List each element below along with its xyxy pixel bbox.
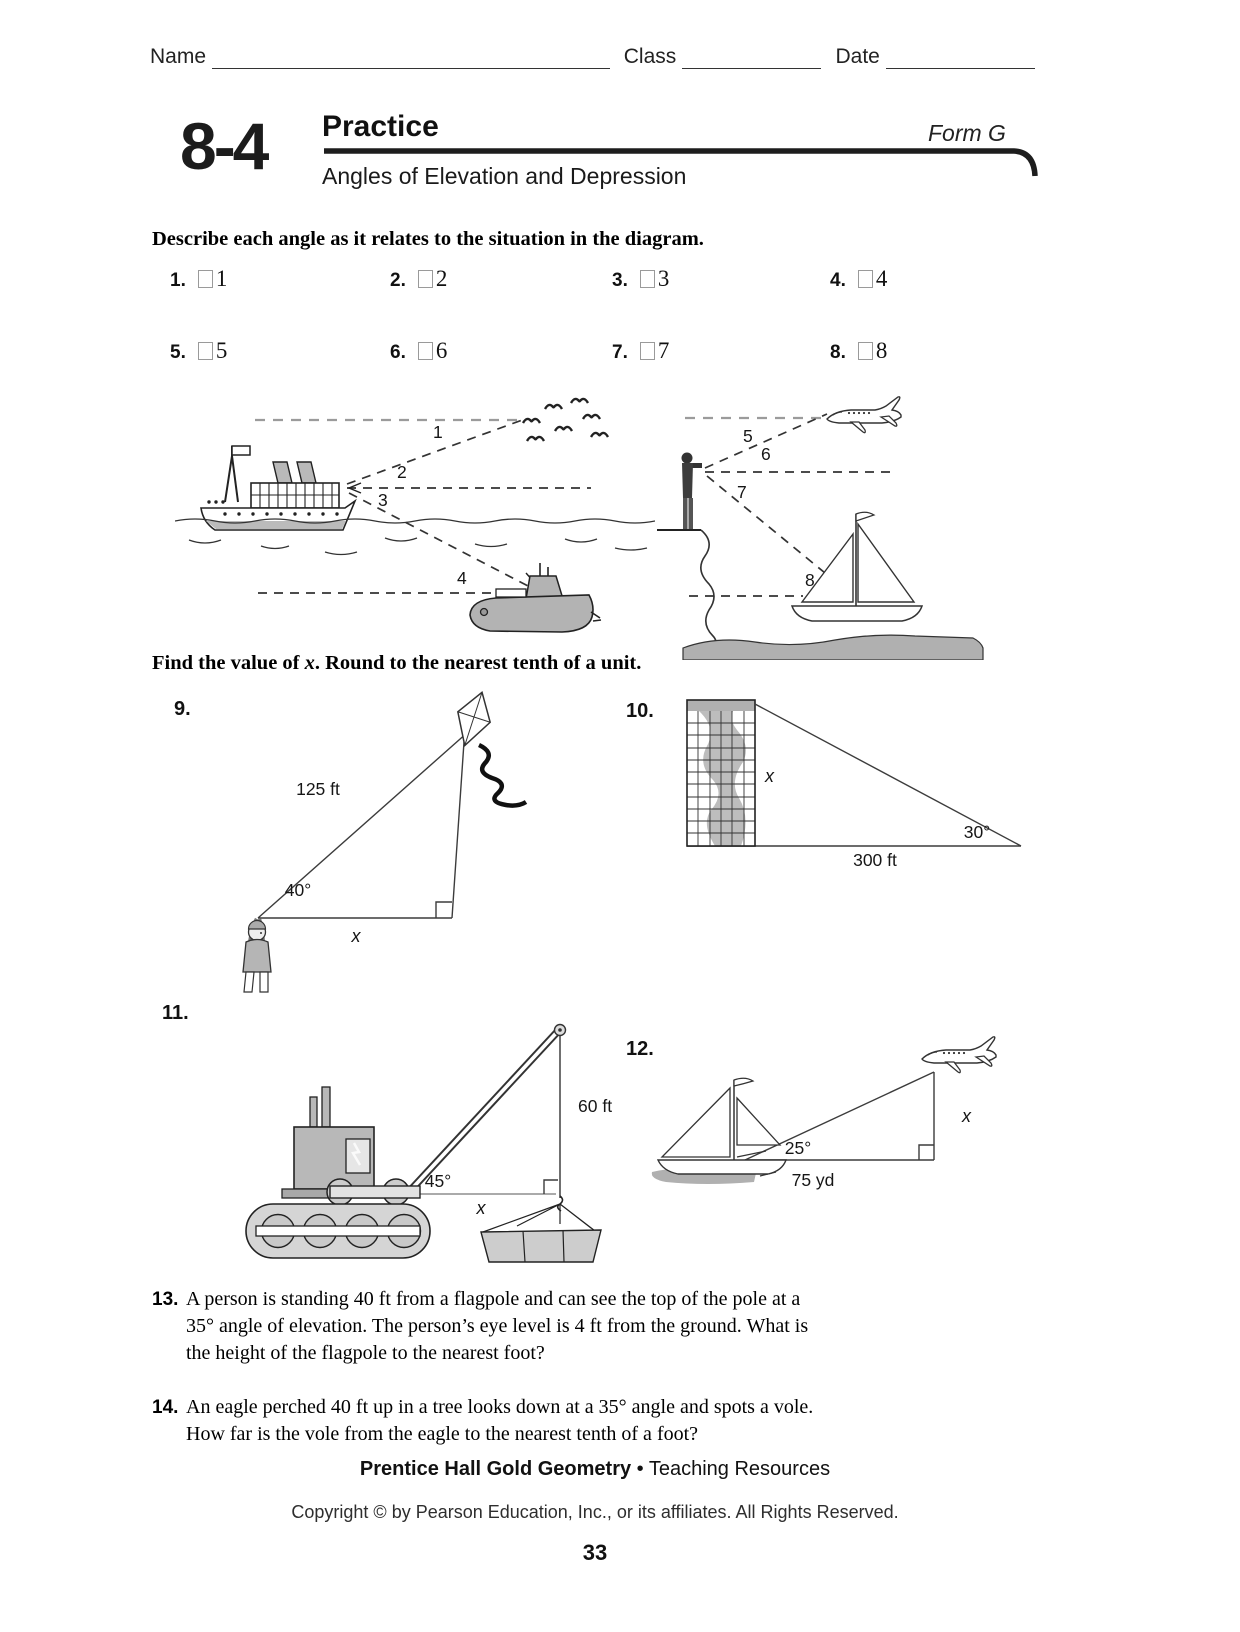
text-line: A person is standing 40 ft from a flagpole and can see the top of the pole at a bbox=[186, 1288, 801, 1310]
page-number: 33 bbox=[582, 1540, 608, 1565]
height-x-label: x bbox=[765, 766, 774, 786]
missing-glyph-box bbox=[640, 342, 655, 360]
base-x-label: x bbox=[351, 926, 361, 946]
angle-3-label: 3 bbox=[378, 490, 388, 510]
angle-number: 4 bbox=[875, 266, 888, 291]
crane-load-icon bbox=[481, 1196, 601, 1262]
describe-item-2 bbox=[390, 266, 447, 292]
instruction-prefix: Find the value of bbox=[152, 652, 305, 674]
angle-4-label: 4 bbox=[457, 568, 467, 588]
describe-item-7 bbox=[612, 338, 669, 364]
angle-2-label: 2 bbox=[397, 462, 407, 482]
angle-number: 3 bbox=[657, 266, 670, 291]
lesson-number: 8-4 bbox=[180, 109, 267, 183]
missing-glyph-box bbox=[858, 342, 873, 360]
airplane-icon bbox=[922, 1037, 996, 1073]
submarine-icon bbox=[470, 563, 601, 632]
angle-label: 30° bbox=[963, 822, 991, 842]
cable-length-label: 60 ft bbox=[578, 1096, 613, 1116]
item-number: 4. bbox=[830, 270, 846, 291]
missing-glyph-box bbox=[858, 270, 873, 288]
height-x-label: x bbox=[962, 1106, 971, 1126]
text-line: How far is the vole from the eagle to the nearest tenth of a foot? bbox=[186, 1423, 699, 1445]
angle-number: 6 bbox=[435, 338, 448, 363]
describe-item-1 bbox=[170, 266, 227, 292]
header-row bbox=[150, 44, 1035, 69]
angle-6-label: 6 bbox=[761, 444, 771, 464]
problem-11-crane-diagram bbox=[236, 980, 626, 1268]
right-angle-marker bbox=[544, 1180, 558, 1194]
sailboat-icon bbox=[792, 512, 922, 621]
section1-instruction: Describe each angle as it relates to the situation in the diagram. bbox=[152, 228, 704, 250]
problem-12-boat-plane-diagram bbox=[648, 1008, 1020, 1208]
problem-10-building-diagram bbox=[683, 698, 1028, 870]
missing-glyph-box bbox=[418, 270, 433, 288]
ship-submarine-diagram bbox=[175, 390, 655, 655]
item-number: 2. bbox=[390, 270, 406, 291]
angle-8-label: 8 bbox=[805, 570, 815, 590]
describe-item-5 bbox=[170, 338, 227, 364]
describe-item-4 bbox=[830, 266, 887, 292]
missing-glyph-box bbox=[198, 342, 213, 360]
date-blank-line bbox=[886, 44, 1035, 69]
observer-person-icon bbox=[682, 453, 703, 531]
kite-icon bbox=[449, 690, 499, 751]
text-line: 35° angle of elevation. The person’s eye level is 4 ft from the ground. What is bbox=[186, 1315, 809, 1337]
crane-body-icon bbox=[246, 1087, 430, 1258]
angle-label: 40° bbox=[284, 880, 312, 900]
series-title bbox=[0, 1458, 1190, 1481]
item-number: 8. bbox=[830, 342, 846, 363]
item-number: 3. bbox=[612, 270, 628, 291]
angle-5-label: 5 bbox=[743, 426, 753, 446]
series-title-bold: Prentice Hall Gold Geometry bbox=[359, 1458, 632, 1480]
ship-icon bbox=[201, 446, 355, 530]
airplane-icon bbox=[827, 397, 901, 433]
problem-9-number: 9. bbox=[174, 698, 191, 720]
describe-item-6 bbox=[390, 338, 447, 364]
missing-glyph-box bbox=[198, 270, 213, 288]
item-number: 6. bbox=[390, 342, 406, 363]
class-blank-line bbox=[682, 44, 821, 69]
cliff-observer-diagram bbox=[655, 390, 985, 660]
birds-icon bbox=[523, 399, 608, 441]
angle-label: 45° bbox=[424, 1171, 452, 1191]
problem-10-number: 10. bbox=[626, 700, 654, 722]
angle-number: 5 bbox=[215, 338, 228, 363]
shore-ground bbox=[683, 635, 983, 660]
date-label: Date bbox=[835, 45, 880, 68]
name-label: Name bbox=[150, 45, 207, 68]
text-line: An eagle perched 40 ft up in a tree looks down at a 35° angle and spots a vole. bbox=[186, 1396, 814, 1418]
angle-1-label: 1 bbox=[433, 422, 443, 442]
item-number: 1. bbox=[170, 270, 186, 291]
instruction-variable: x bbox=[304, 652, 315, 674]
base-label: 300 ft bbox=[853, 850, 897, 870]
right-angle-marker bbox=[919, 1145, 934, 1160]
base-label: 75 yd bbox=[791, 1170, 835, 1190]
problem-text bbox=[186, 1286, 808, 1367]
instruction-suffix: . Round to the nearest tenth of a unit. bbox=[314, 652, 642, 674]
right-angle-marker bbox=[436, 902, 452, 918]
angle-number: 8 bbox=[875, 338, 888, 363]
problem-number: 14. bbox=[152, 1397, 179, 1418]
describe-item-3 bbox=[612, 266, 669, 292]
cliff-edge bbox=[701, 530, 716, 652]
base-x-label: x bbox=[476, 1198, 486, 1218]
problem-11-number: 11. bbox=[162, 1002, 189, 1024]
section2-instruction bbox=[152, 652, 641, 675]
class-label: Class bbox=[623, 45, 677, 68]
sailboat-icon bbox=[652, 1078, 786, 1184]
text-line: the height of the flagpole to the nearest foot? bbox=[186, 1342, 545, 1364]
missing-glyph-box bbox=[640, 270, 655, 288]
form-label: Form G bbox=[928, 120, 1006, 146]
problem-14 bbox=[152, 1394, 942, 1448]
angle-label: 25° bbox=[784, 1138, 812, 1158]
describe-item-8 bbox=[830, 338, 887, 364]
item-number: 5. bbox=[170, 342, 186, 363]
angle-number: 1 bbox=[215, 266, 228, 291]
angle-number: 7 bbox=[657, 338, 670, 363]
missing-glyph-box bbox=[418, 342, 433, 360]
problem-text bbox=[186, 1394, 813, 1448]
problem-9-kite-diagram bbox=[222, 690, 562, 1000]
building-icon bbox=[687, 700, 755, 846]
lesson-subtitle: Angles of Elevation and Depression bbox=[322, 163, 687, 189]
problem-12-number: 12. bbox=[626, 1038, 654, 1060]
series-title-rest: • Teaching Resources bbox=[631, 1458, 831, 1480]
problem-number: 13. bbox=[152, 1289, 179, 1310]
angle-number: 2 bbox=[435, 266, 448, 291]
name-blank-line bbox=[212, 44, 610, 69]
copyright-line: Copyright © by Pearson Education, Inc., or its affiliates. All Rights Reserved. bbox=[291, 1502, 899, 1522]
kite-tail bbox=[479, 745, 526, 806]
page-title: Practice bbox=[322, 110, 439, 143]
angle-7-label: 7 bbox=[737, 482, 747, 502]
hypotenuse-label: 125 ft bbox=[296, 779, 340, 799]
item-number: 7. bbox=[612, 342, 628, 363]
problem-13 bbox=[152, 1286, 942, 1367]
